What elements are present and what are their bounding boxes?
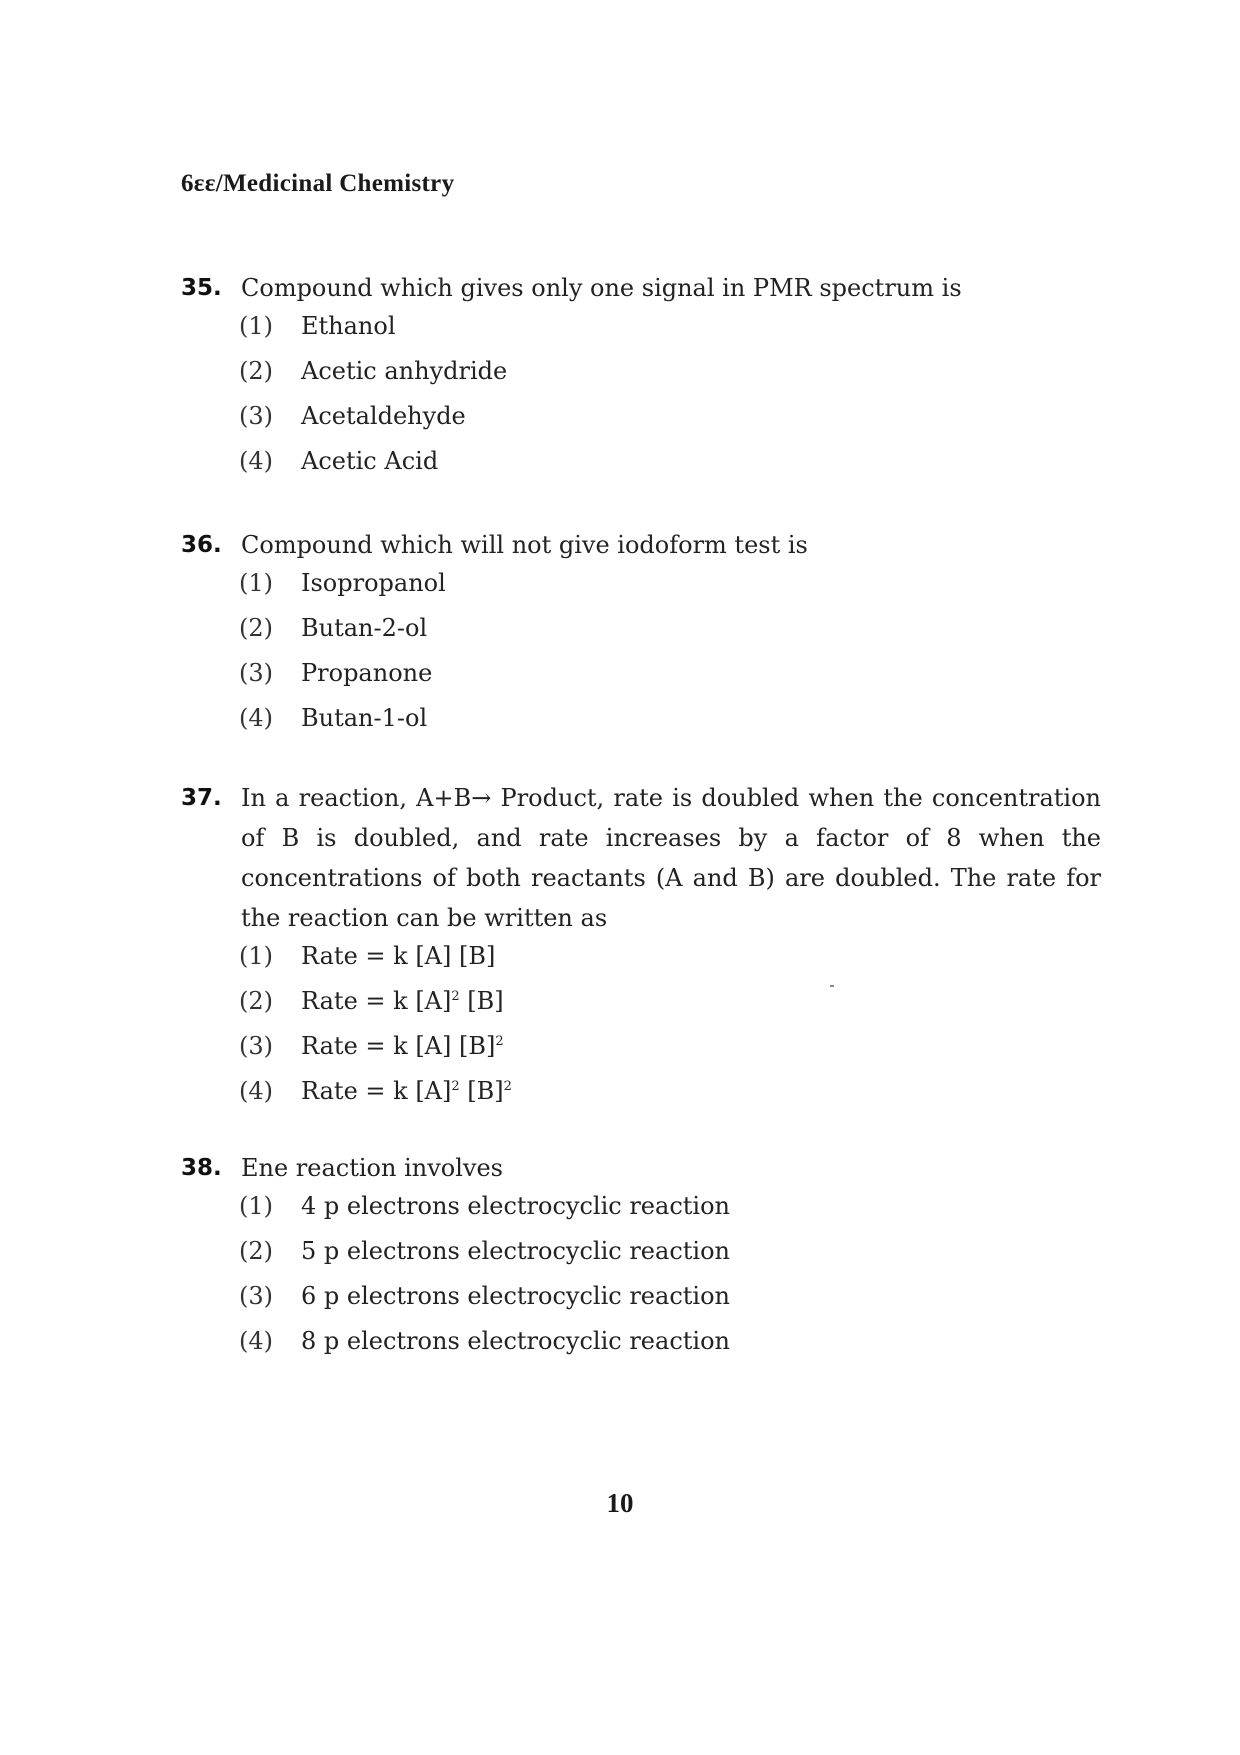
option-item [239, 312, 1101, 357]
option-number: (2) [239, 987, 273, 1015]
question-text: Compound which will not give iodoform test is [241, 531, 808, 559]
rate-expression: Rate = k [A] [301, 1077, 452, 1105]
option-text: Acetic anhydride [301, 357, 508, 385]
option-number: (4) [239, 704, 273, 732]
rate-expression-tail: [B] [459, 987, 504, 1015]
option-text [301, 1032, 504, 1060]
option-item [239, 402, 1101, 447]
rate-expression: Rate = k [A] [B] [301, 942, 496, 970]
option-number: (3) [239, 1282, 273, 1310]
option-number: (1) [239, 942, 273, 970]
option-item [239, 1237, 1101, 1282]
question-text: Ene reaction involves [241, 1154, 503, 1182]
option-number: (4) [239, 447, 273, 475]
option-item [239, 1032, 1101, 1077]
option-text: Butan-1-ol [301, 704, 428, 732]
option-number: (3) [239, 402, 273, 430]
option-item [239, 987, 1101, 1032]
option-text: 5 p electrons electrocyclic reaction [301, 1237, 730, 1265]
option-list [239, 942, 1101, 1122]
option-text: 6 p electrons electrocyclic reaction [301, 1282, 730, 1310]
option-item [239, 1327, 1101, 1372]
option-item [239, 614, 1101, 659]
option-text: Propanone [301, 659, 433, 687]
option-text: 4 p electrons electrocyclic reaction [301, 1192, 730, 1220]
page-number: 10 [606, 1488, 634, 1518]
option-number: (2) [239, 614, 273, 642]
option-number: (2) [239, 357, 273, 385]
option-item [239, 357, 1101, 402]
option-text [301, 1077, 512, 1105]
question-number: 36. [181, 532, 222, 558]
page-header: 6εε/Medicinal Chemistry [181, 170, 455, 197]
question-35 [181, 268, 1101, 492]
option-number: (4) [239, 1077, 273, 1105]
exponent: 2 [451, 1079, 460, 1094]
option-number: (1) [239, 312, 273, 340]
scan-speck [830, 985, 834, 987]
option-item [239, 1077, 1101, 1122]
option-list [239, 1192, 1101, 1372]
option-item [239, 569, 1101, 614]
exponent: 2 [503, 1079, 512, 1094]
option-item [239, 1192, 1101, 1237]
question-number: 35. [181, 275, 222, 301]
exponent: 2 [495, 1034, 504, 1049]
rate-expression: Rate = k [A] [301, 987, 452, 1015]
option-item [239, 659, 1101, 704]
question-36 [181, 525, 1101, 749]
question-number: 38. [181, 1155, 222, 1181]
option-number: (3) [239, 659, 273, 687]
option-text: Ethanol [301, 312, 396, 340]
rate-expression-tail: [B] [459, 1077, 504, 1105]
option-number: (1) [239, 1192, 273, 1220]
option-text: Isopropanol [301, 569, 446, 597]
option-text [301, 987, 504, 1015]
option-number: (2) [239, 1237, 273, 1265]
question-38 [181, 1148, 1101, 1372]
option-number: (3) [239, 1032, 273, 1060]
question-text: In a reaction, A+B→ Product, rate is doubled when the concentration of B is doubled, and rate increases by a factor of 8 when the concentrations of both reactants (A and B) are doubled. The rate for the reaction can be written as [241, 784, 1101, 932]
rate-expression: Rate = k [A] [B] [301, 1032, 496, 1060]
option-number: (1) [239, 569, 273, 597]
option-text: Acetic Acid [301, 447, 439, 475]
option-number: (4) [239, 1327, 273, 1355]
exponent: 2 [451, 989, 460, 1004]
option-text: 8 p electrons electrocyclic reaction [301, 1327, 730, 1355]
option-list [239, 312, 1101, 492]
option-text: Acetaldehyde [301, 402, 466, 430]
option-item [239, 704, 1101, 749]
question-number: 37. [181, 785, 222, 811]
question-text: Compound which gives only one signal in PMR spectrum is [241, 274, 962, 302]
question-37 [181, 778, 1101, 1122]
option-item [239, 942, 1101, 987]
option-item [239, 1282, 1101, 1327]
option-text [301, 942, 495, 970]
option-list [239, 569, 1101, 749]
option-text: Butan-2-ol [301, 614, 428, 642]
option-item [239, 447, 1101, 492]
